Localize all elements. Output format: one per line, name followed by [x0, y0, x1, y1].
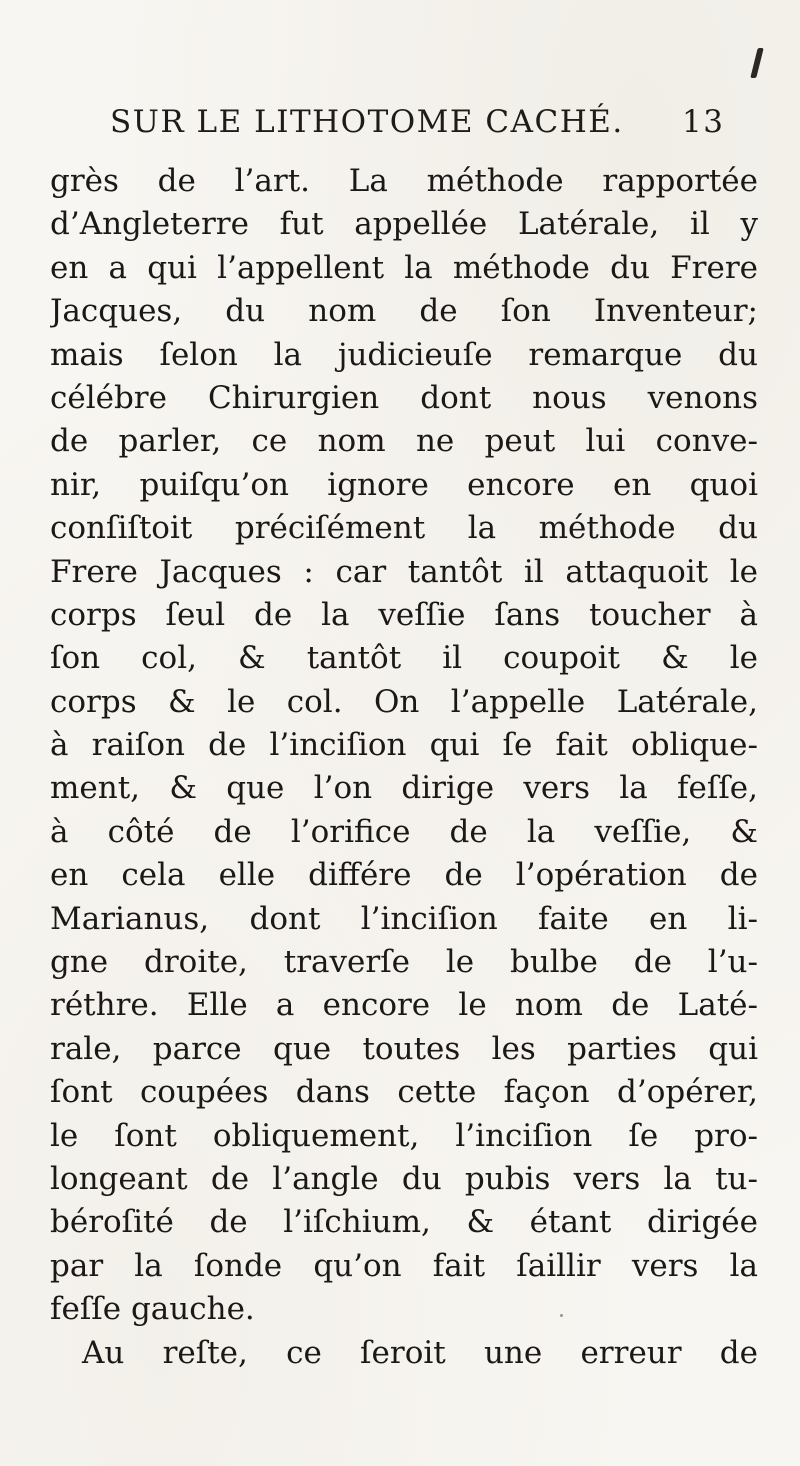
text-line: ſont coupées dans cette façon d’opérer, [50, 1074, 758, 1111]
text-line: Jacques, du nom de ſon Inventeur; [50, 293, 758, 330]
text-line: Frere Jacques : car tantôt il attaquoit le [50, 553, 758, 590]
text-line: en cela elle différe de l’opération de [50, 857, 758, 894]
text-line: longeant de l’angle du pubis vers la tu- [50, 1160, 758, 1197]
page-number: 13 [682, 104, 725, 140]
text-line: grès de l’art. La méthode rapportée [50, 163, 758, 199]
text-line: ment, & que l’on dirige vers la feſſe, [50, 770, 758, 807]
text-line: béroſité de l’iſchium, & étant dirigée [50, 1204, 758, 1241]
text-line: gne droite, traverſe le bulbe de l’u- [50, 944, 758, 981]
text-line: feſſe gauche. [50, 1291, 255, 1328]
text-line: mais ſelon la judicieuſe remarque du [50, 336, 758, 373]
text-line: par la ſonde qu’on fait ſaillir vers la [50, 1247, 758, 1284]
paper-speck [560, 1314, 563, 1317]
text-line: en a qui l’appellent la méthode du Frere [50, 249, 758, 286]
text-line: rale, parce que toutes les parties qui [50, 1030, 758, 1067]
text-line: conſiſtoit préciſément la méthode du [50, 510, 758, 547]
text-line: célébre Chirurgien dont nous venons [50, 379, 758, 416]
text-line: à côté de l’orifice de la veſſie, & [50, 813, 758, 850]
body-text [50, 160, 758, 1375]
text-line: de parler, ce nom ne peut lui conve- [50, 423, 758, 460]
text-line: à raiſon de l’inciſion qui ſe fait oblique- [50, 727, 758, 764]
text-line: réthre. Elle a encore le nom de Laté- [50, 987, 758, 1024]
text-line: Marianus, dont l’inciſion faite en li- [50, 900, 758, 937]
text-line: corps ſeul de la veſſie ſans toucher à [50, 596, 758, 633]
ink-mark [750, 48, 763, 78]
text-line: nir, puiſqu’on ignore encore en quoi [50, 466, 758, 503]
text-line: ſon col, & tantôt il coupoit & le [50, 640, 758, 677]
running-head [110, 104, 725, 154]
text-line: corps & le col. On l’appelle Latérale, [50, 683, 758, 720]
running-title: SUR LE LITHOTOME CACHÉ. [110, 104, 624, 140]
text-line: d’Angleterre fut appellée Latérale, il y [50, 206, 758, 243]
text-line: Au reſte, ce ſeroit une erreur de [82, 1334, 758, 1371]
text-line: le ſont obliquement, l’inciſion ſe pro- [50, 1117, 758, 1154]
